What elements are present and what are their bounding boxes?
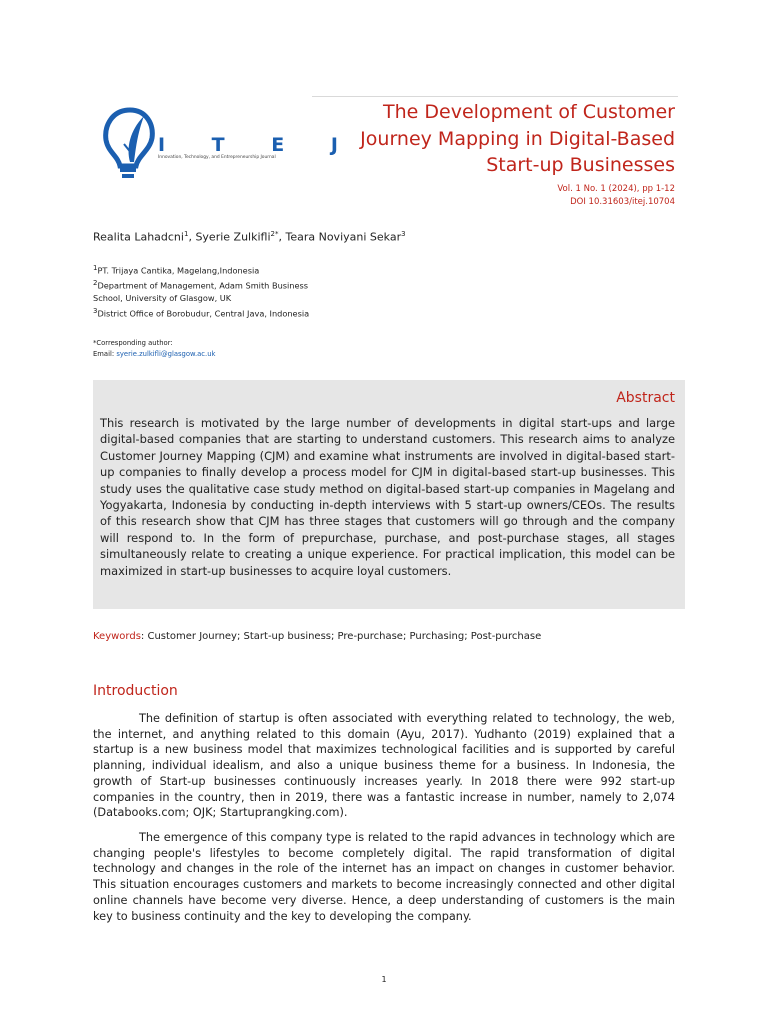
abstract-text: This research is motivated by the large number of developments in digital start-ups and large digital-based companies that are starting to understand customers. This research aims to analyze Customer Journey Mapping (CJM) and examine what instruments are involved in digital-based start-up companies to finally develop a process model for CJM in digital-based start-up businesses. This study uses the qualitative case study method on digital-based start-up companies in Magelang and Yogyakarta, Indonesia by conducting in-depth interviews with 5 start-up owners/CEOs. The results of this research show that CJM has three stages that customers will go through and the company will respond to. In the form of prepurchase, purchase, and post-purchase stages, all stages simultaneously relate to creating a unique experience. For practical implication, this model can be maximized in start-up businesses to acquire loyal customers. bbox=[100, 416, 675, 578]
affiliation-text: Department of Management, Adam Smith Business School, University of Glasgow, UK bbox=[93, 280, 309, 304]
lightbulb-feather-icon bbox=[100, 104, 160, 184]
author-name: Teara Noviyani Sekar bbox=[285, 230, 402, 244]
affiliation-mark: 3 bbox=[93, 306, 98, 315]
correspondence bbox=[93, 338, 215, 360]
title-line: Start-up Businesses bbox=[486, 154, 675, 176]
introduction-heading: Introduction bbox=[93, 683, 178, 699]
paragraph-text: The definition of startup is often associated with everything related to technology, the web, the internet, and anything related to this domain (Ayu, 2017). Yudhanto (2019) explained that a startup is a new business model that maximizes technological facilities and is supported by careful planning, individual idealism, and also a unique business theme for a business. In Indonesia, the growth of Start-up businesses continuously increases yearly. In 2018 there were 992 start-up companies in the country, then in 2019, there was a fantastic increase in number, namely to 2,074 (Databooks.com; OJK; Startuprangking.com). bbox=[93, 712, 675, 820]
keywords-label: Keywords bbox=[93, 631, 141, 642]
affiliation-mark: 1 bbox=[93, 264, 98, 272]
email-label: Email: bbox=[93, 349, 115, 358]
doi-link[interactable]: DOI 10.31603/itej.10704 bbox=[570, 196, 675, 207]
author-affiliation-mark: 3 bbox=[401, 230, 406, 238]
intro-paragraph bbox=[93, 711, 675, 821]
intro-paragraph bbox=[93, 830, 675, 924]
author-name: Syerie Zulkifli bbox=[195, 230, 271, 244]
journal-logo-letters: I T E J bbox=[158, 134, 358, 156]
affiliation-text: District Office of Borobudur, Central Java, Indonesia bbox=[97, 308, 310, 319]
email-link[interactable]: syerie.zulkifli@glasgow.ac.uk bbox=[116, 349, 216, 358]
affiliation-item bbox=[93, 277, 333, 305]
author-affiliation-mark: 2* bbox=[270, 230, 279, 238]
page-number: 1 bbox=[381, 975, 387, 984]
affiliation-text: PT. Trijaya Cantika, Magelang,Indonesia bbox=[97, 265, 260, 276]
paragraph-text: The emergence of this company type is related to the rapid advances in technology which are changing people's lifestyles to become completely digital. The rapid transformation of digital technology and changes in the role of the internet has an impact on changes in customer behavior. This situation encourages customers and markets to become increasingly connected and other digital online channels have become very diverse. Hence, a deep understanding of customers is the main key to business continuity and the key to developing the company. bbox=[93, 831, 675, 923]
title-line: The Development of Customer bbox=[383, 101, 675, 123]
author-name: Realita Lahadcni bbox=[93, 230, 184, 244]
keywords bbox=[93, 631, 541, 642]
abstract-heading: Abstract bbox=[616, 390, 675, 406]
volume-info: Vol. 1 No. 1 (2024), pp 1-12 bbox=[557, 184, 675, 194]
title-line: Journey Mapping in Digital-Based bbox=[360, 127, 675, 150]
author-affiliation-mark: 1 bbox=[183, 230, 189, 238]
email-line bbox=[93, 349, 215, 360]
affiliation-item bbox=[93, 262, 333, 277]
affiliation-mark: 2 bbox=[93, 279, 98, 288]
affiliations bbox=[93, 262, 333, 320]
corresponding-label: *Corresponding author: bbox=[93, 339, 173, 347]
journal-logo-subtitle: Innovation, Technology, and Entrepreneurship Journal bbox=[158, 155, 276, 160]
paper-title bbox=[295, 99, 675, 179]
header-rule bbox=[312, 96, 678, 97]
author-list: Realita Lahadcni$^1$, Syerie Zulkifli$^{2*}$, Teara Noviyani Sekar$^3$ bbox=[93, 230, 406, 244]
affiliation-item bbox=[93, 305, 333, 320]
paper-meta bbox=[375, 183, 675, 208]
keywords-text: : Customer Journey; Start-up business; Pre-purchase; Purchasing; Post-purchase bbox=[140, 631, 542, 642]
